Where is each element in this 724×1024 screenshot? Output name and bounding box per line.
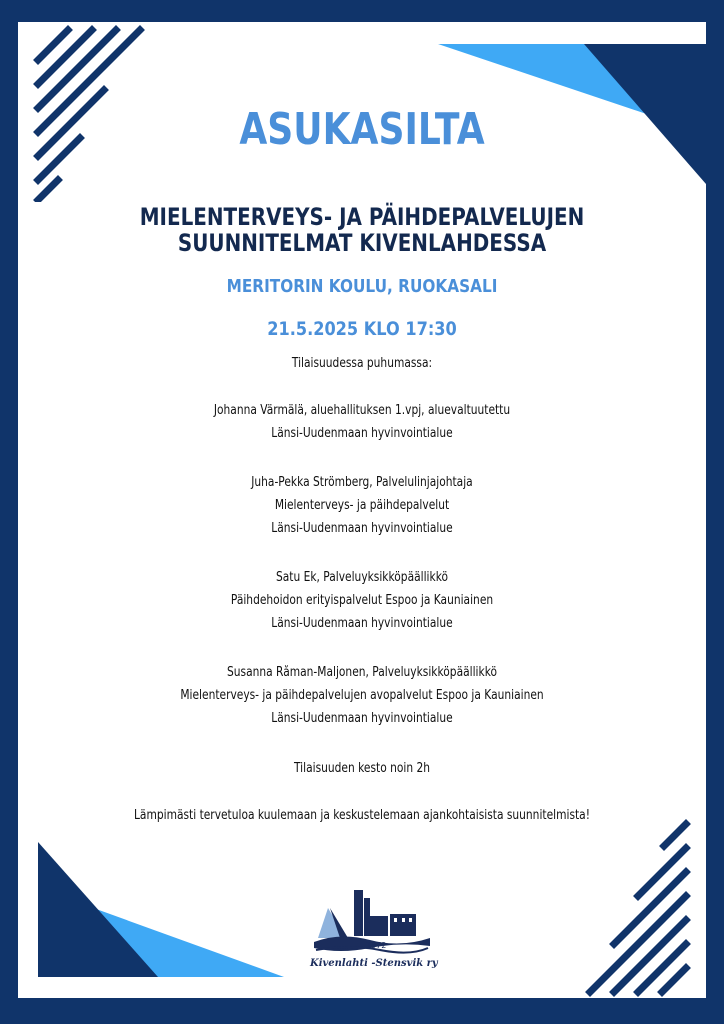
speaker-line: Länsi-Uudenmaan hyvinvointialue	[271, 521, 453, 536]
subtitle-line-1: MIELENTERVEYS- JA PÄIHDEPALVELUJEN	[139, 203, 585, 231]
speaker-line: Satu Ek, Palveluyksikköpäällikkö	[275, 570, 449, 585]
speaker-2	[80, 471, 644, 540]
welcome-text: Lämpimästi tervetuloa kuulemaan ja keskustelemaan ajankohtaisista suunnitelmista!	[133, 808, 590, 823]
event-subtitle	[76, 204, 647, 256]
speaker-line: Päihdehoidon erityispalvelut Espoo ja Kauniainen	[230, 593, 494, 608]
logo-name: Kivenlahti -Stensvik ry	[310, 958, 438, 969]
subtitle-line-2: SUUNNITELMAT KIVENLAHDESSA	[177, 229, 547, 257]
event-datetime: 21.5.2025 KLO 17:30	[267, 318, 457, 340]
speakers-intro: Tilaisuudessa puhumassa:	[291, 356, 433, 371]
event-venue: MERITORIN KOULU, RUOKASALI	[226, 276, 498, 297]
logo-year: 1972	[366, 941, 387, 950]
bottom-left-triangles	[18, 832, 308, 998]
speaker-line: Mielenterveys- ja päihdepalvelut	[274, 498, 450, 513]
speaker-line: Susanna Råman-Maljonen, Palveluyksikköpäällikkö	[226, 665, 498, 680]
speaker-1	[80, 399, 644, 445]
bottom-right-stripes	[568, 816, 706, 998]
speaker-line: Länsi-Uudenmaan hyvinvointialue	[271, 616, 453, 631]
speaker-line: Johanna Värmälä, aluehallituksen 1.vpj, aluevaltuutettu	[213, 403, 511, 418]
association-logo	[310, 884, 438, 976]
event-title: ASUKASILTA	[239, 104, 485, 155]
poster	[18, 22, 706, 998]
speaker-line: Juha-Pekka Strömberg, Palvelulinjajohtaja	[251, 475, 473, 490]
event-duration: Tilaisuuden kesto noin 2h	[293, 761, 431, 776]
speaker-line: Mielenterveys- ja päihdepalvelujen avopalvelut Espoo ja Kauniainen	[180, 688, 544, 703]
speaker-4	[80, 661, 644, 730]
speaker-line: Länsi-Uudenmaan hyvinvointialue	[271, 426, 453, 441]
speaker-line: Länsi-Uudenmaan hyvinvointialue	[271, 711, 453, 726]
speaker-3	[80, 566, 644, 635]
